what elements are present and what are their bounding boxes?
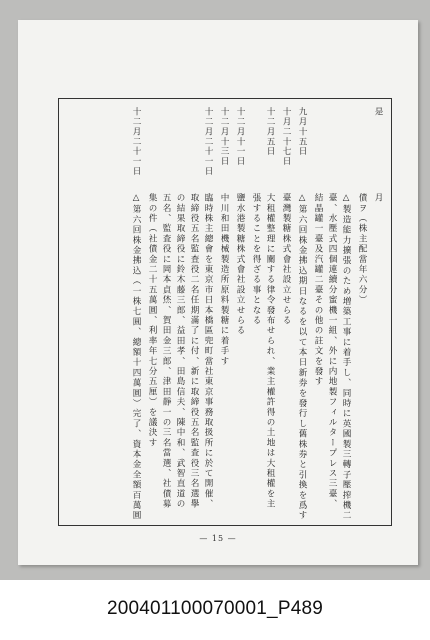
entry-date: 十二月五日 [265, 107, 275, 157]
header-date: 是 [373, 107, 383, 117]
file-caption: 200401100070001_P489 [106, 598, 324, 619]
entry-line: △製造能力擴張のため増築工事に着手し、同時に英國製三轉子壓搾機二 [341, 193, 351, 521]
entry-line: △第六回株金拂込期日なるを以て本日新券を發行し舊株券と引換を爲す [297, 193, 307, 521]
entry-line: 五名、監査役に岡本貞烋、賀田金三郎、津田靜一の三名當選、社債募 [161, 193, 171, 510]
entry-date: 十二月二十一日 [203, 107, 213, 177]
entry-line: 臺灣製糖株式會社設立せらる [281, 193, 291, 326]
entry-line: 中川和田機械製造所原料製糖に着手す [219, 193, 229, 367]
entry-line: △第六回株金拂込（一株七圓、總額十四萬圓）完了、資本金全額百萬圓 [131, 193, 141, 521]
document-page [18, 20, 418, 565]
entry-line: の結果取締役に鈴木藤三郎、益田孝、田島信夫、陳中和、武智直道の [175, 193, 185, 510]
entry-line: 債ヲ（株主配當年六分） [357, 193, 367, 306]
entry-date: 十二月二十一日 [131, 107, 141, 177]
entry-line: 大租權整理に關する律令發布せられ、業主權許得の土地は大租權を主 [265, 193, 275, 510]
entry-line: 結晶罐一臺及汽罐二臺その他の註文を發す [313, 193, 323, 387]
entry-line: 集の件（社債金二十五萬圓、利率年七分五厘）を議決す [147, 193, 157, 448]
entry-date: 九月十五日 [297, 107, 307, 157]
entry-date: 十月二十七日 [281, 107, 291, 167]
header-event: 月 [373, 193, 383, 204]
entry-line: 臺、水壓式四個連續分蜜機一組、外に内地製フィルタープレス三臺、 [327, 193, 337, 510]
entry-line: 臨時株主總會を東京市日本橋區兜町當社東京事務取扱所に於て開催、 [203, 193, 213, 510]
text-frame [58, 98, 392, 526]
entry-date: 十二月十一日 [235, 107, 245, 167]
entry-line: 鹽水港製糖株式會社設立せらる [235, 193, 245, 336]
entry-date: 十二月十三日 [219, 107, 229, 167]
entry-line: 張することを得ざる事となる [251, 193, 261, 326]
entry-line: 取締役五名監査役二名任期滿了に付、新に取締役五名監査役三名選擧 [189, 193, 199, 510]
page-number: — 15 — [199, 534, 237, 543]
